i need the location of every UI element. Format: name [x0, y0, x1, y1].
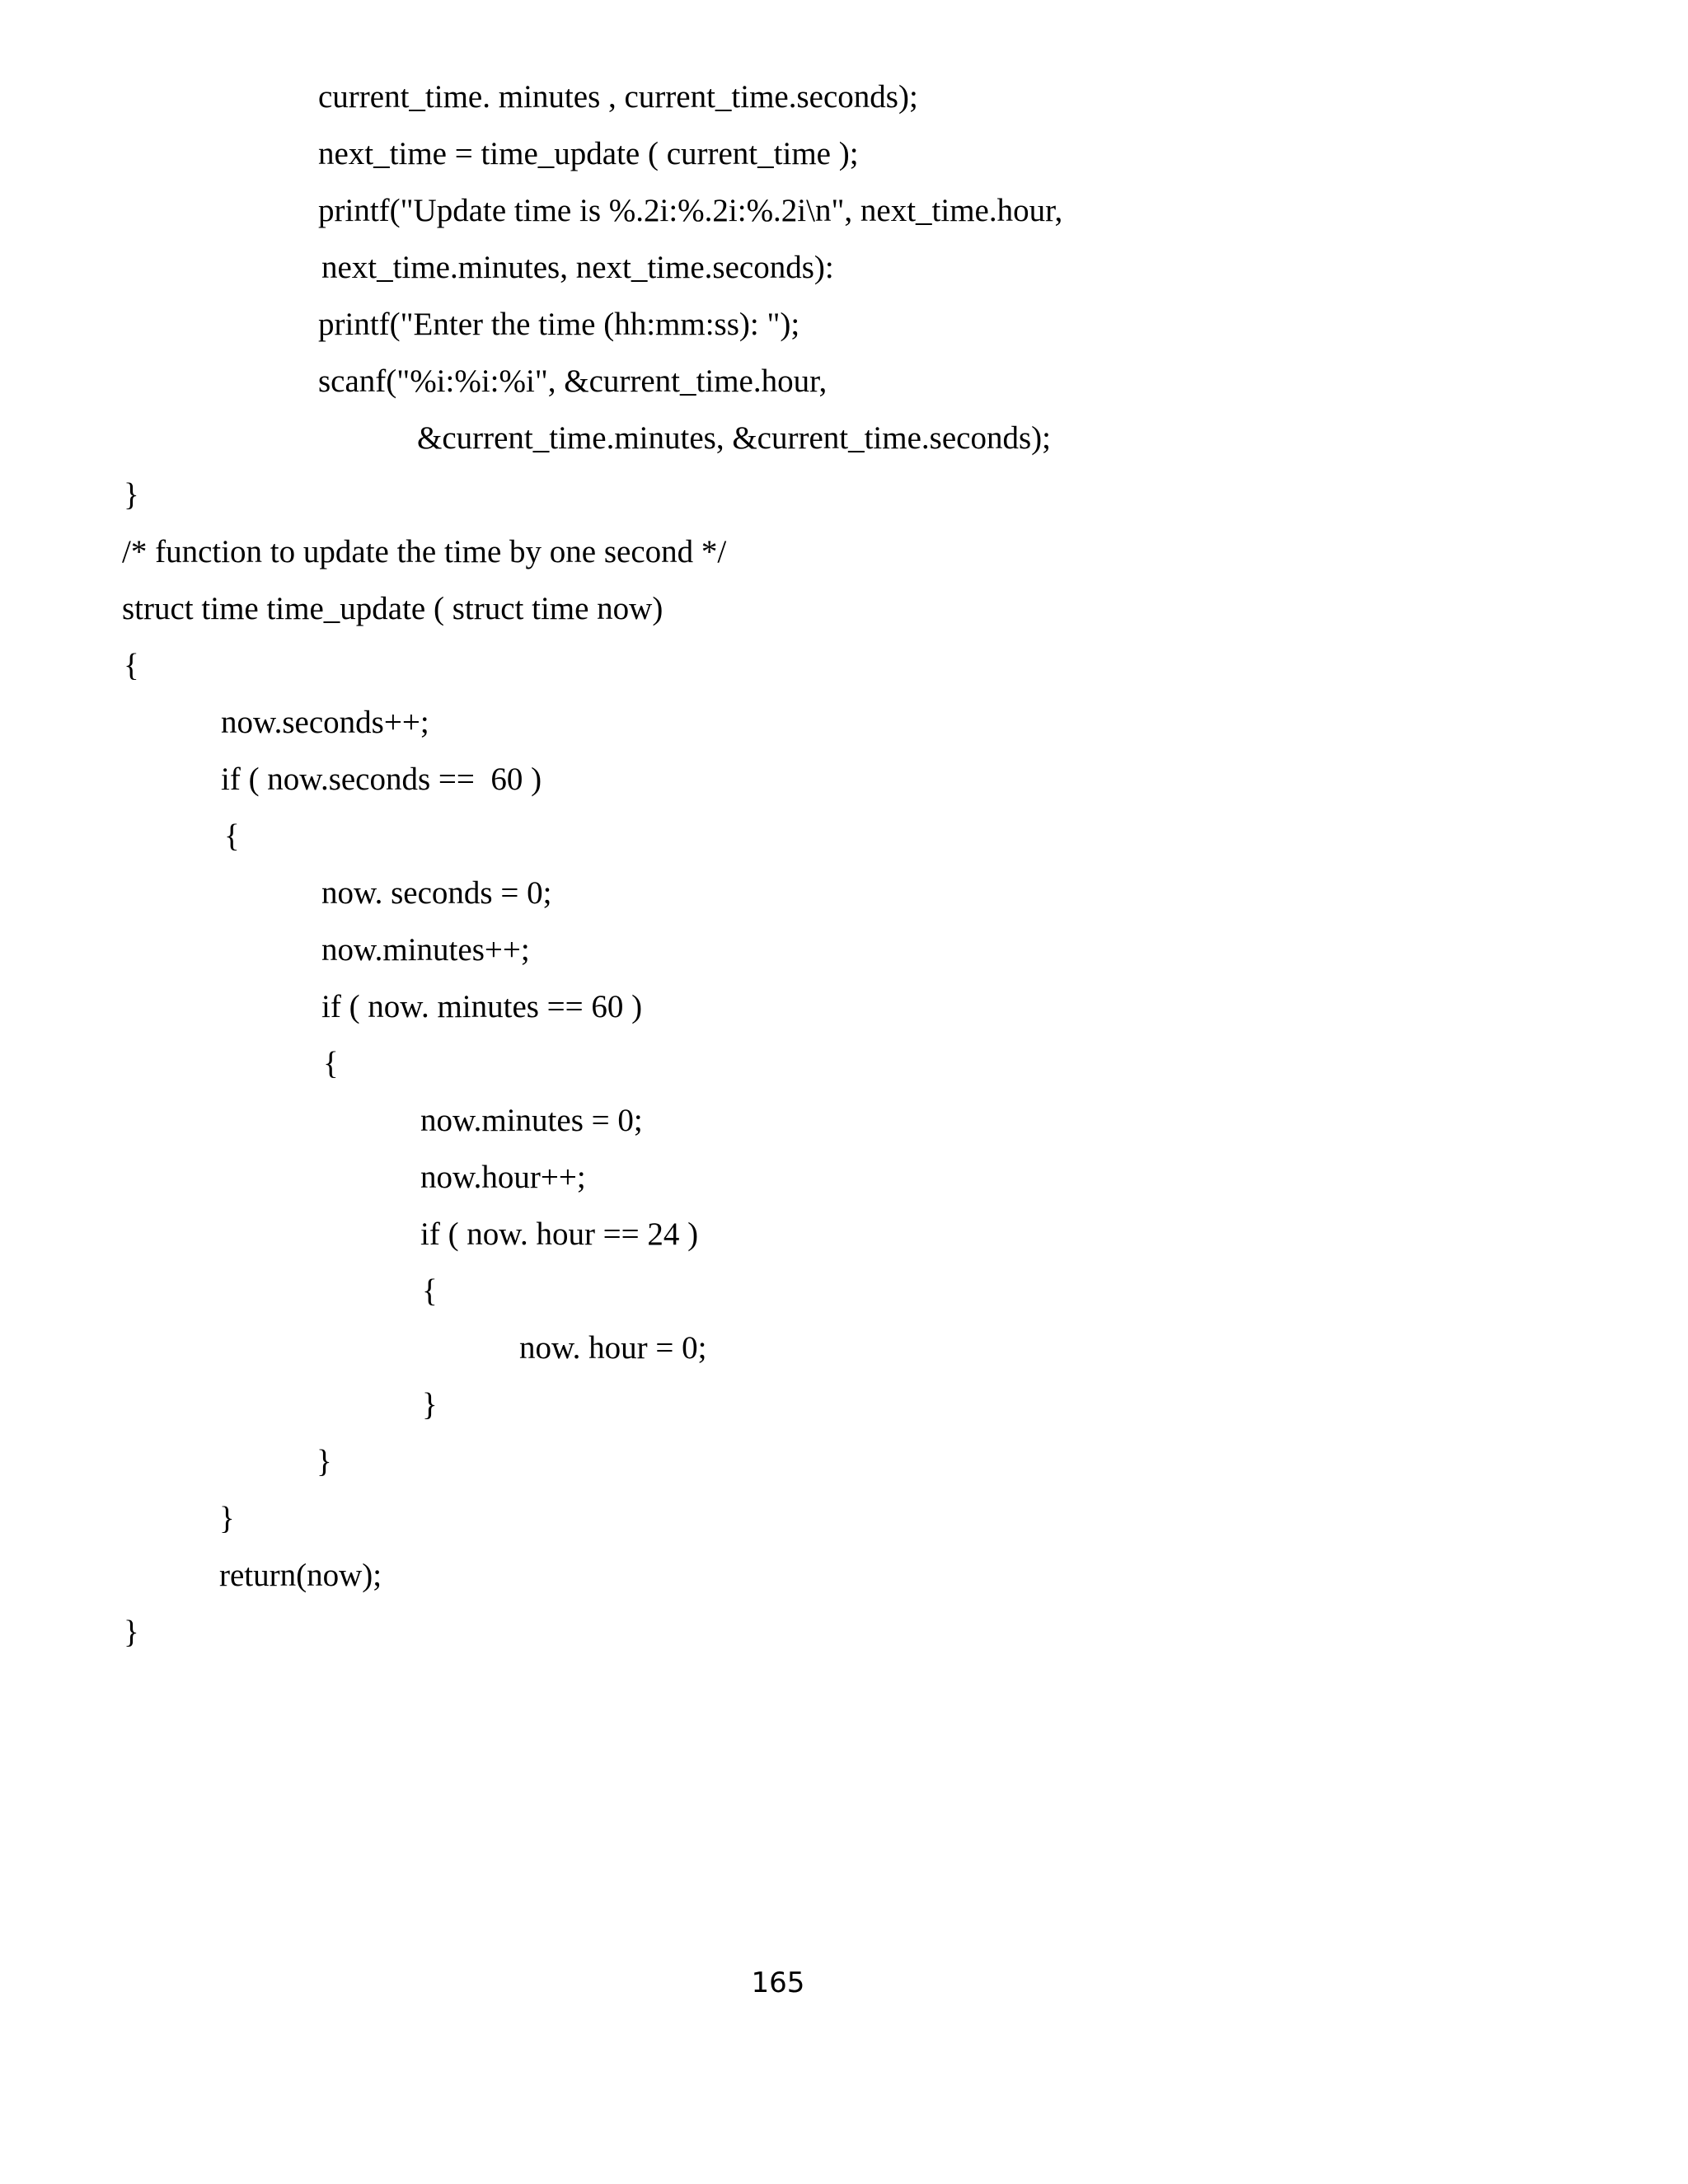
- code-line: if ( now.seconds == 60 ): [221, 762, 542, 797]
- code-line: next_time = time_update ( current_time );: [318, 136, 859, 171]
- code-line: if ( now. hour == 24 ): [420, 1216, 699, 1252]
- code-line: }: [316, 1444, 332, 1479]
- code-line: {: [124, 648, 139, 683]
- code-line: now.minutes = 0;: [420, 1103, 643, 1138]
- code-line: if ( now. minutes == 60 ): [321, 989, 643, 1024]
- code-line: now.minutes++;: [321, 932, 530, 968]
- code-line: }: [422, 1387, 438, 1422]
- code-line: printf("Update time is %.2i:%.2i:%.2i\n", next_time.hour,: [318, 193, 1063, 228]
- code-line: {: [422, 1273, 438, 1309]
- code-line: now.seconds++;: [221, 705, 429, 740]
- code-line: }: [219, 1501, 235, 1536]
- code-line: {: [224, 818, 240, 854]
- code-line: }: [124, 1615, 139, 1650]
- page-number: 165: [751, 1966, 805, 1999]
- code-line: printf("Enter the time (hh:mm:ss): ");: [318, 307, 800, 342]
- code-comment: /* function to update the time by one second */: [122, 534, 727, 569]
- code-line: scanf("%i:%i:%i", &current_time.hour,: [318, 363, 828, 399]
- code-line: {: [323, 1046, 339, 1081]
- code-line: return(now);: [219, 1558, 382, 1593]
- code-line: current_time. minutes , current_time.seconds);: [318, 79, 918, 115]
- code-line: now. seconds = 0;: [321, 875, 552, 911]
- code-line: next_time.minutes, next_time.seconds):: [321, 250, 834, 285]
- code-line: now. hour = 0;: [519, 1330, 707, 1366]
- code-line: }: [124, 477, 139, 513]
- code-line: &current_time.minutes, &current_time.seconds);: [417, 420, 1051, 456]
- code-line: now.hour++;: [420, 1160, 586, 1195]
- function-signature: struct time time_update ( struct time now): [122, 591, 663, 626]
